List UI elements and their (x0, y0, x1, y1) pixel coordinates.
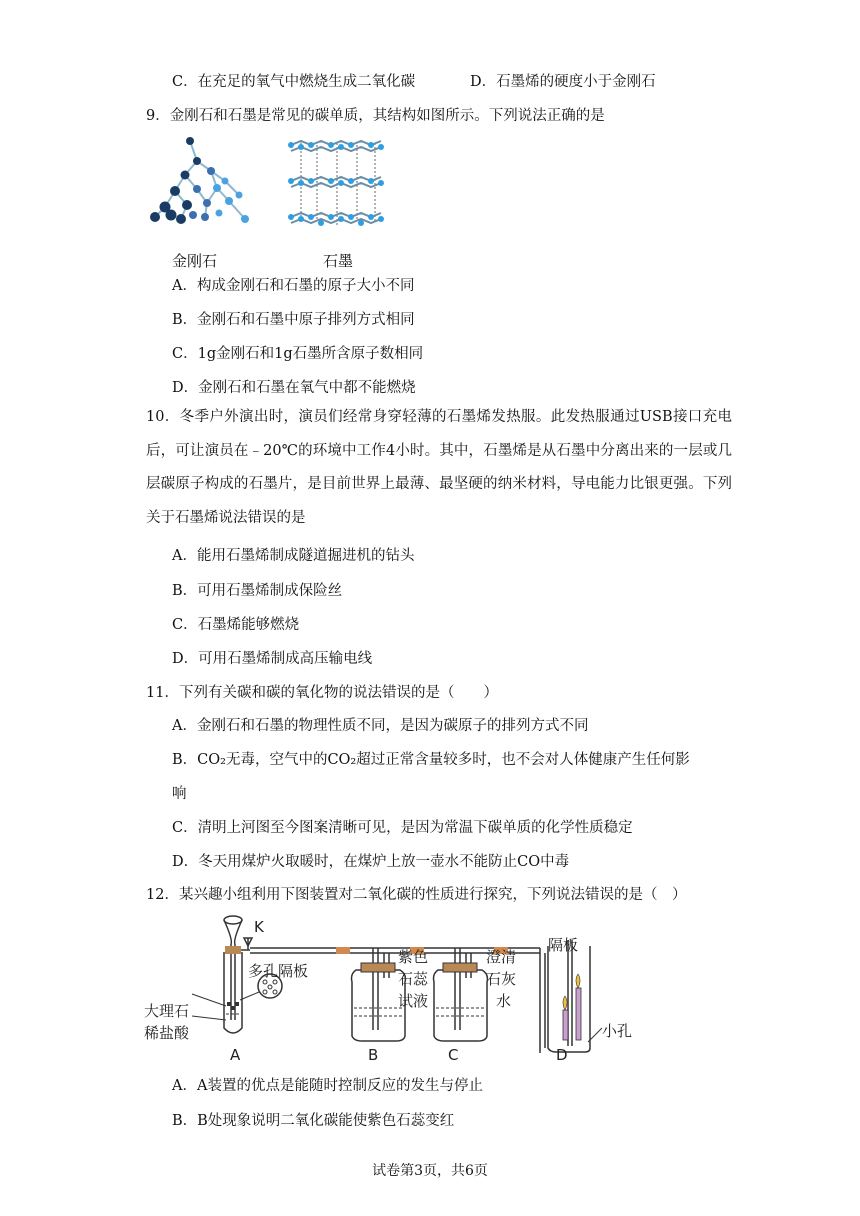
q9-option-b: B．金刚石和石墨中原子排列方式相同 (172, 312, 415, 328)
q10-option-d: D．可用石墨烯制成高压输电线 (172, 651, 373, 667)
limewater-label-1: 澄清 (486, 948, 517, 966)
q9-option-a: A．构成金刚石和石墨的原子大小不同 (172, 278, 415, 294)
co2-apparatus-figure (140, 910, 620, 1060)
q9-option-d: D．金刚石和石墨在氧气中都不能燃烧 (172, 380, 416, 396)
device-d-label: D (556, 1046, 568, 1064)
q11-option-a: A．金刚石和石墨的物理性质不同，是因为碳原子的排列方式不同 (172, 718, 589, 734)
q8-option-d: D．石墨烯的硬度小于金刚石 (470, 74, 656, 90)
small-hole-label: 小孔 (602, 1022, 633, 1040)
q11-stem: 11．下列有关碳和碳的氧化物的说法错误的是（ ） (146, 685, 498, 701)
baffle-label: 隔板 (548, 936, 579, 954)
limewater-label-3: 水 (496, 992, 512, 1010)
q10-option-b: B．可用石墨烯制成保险丝 (172, 583, 343, 599)
q11-option-b: B．CO₂无毒，空气中的CO₂超过正常含量较多时，也不会对人体健康产生任何影 (172, 752, 690, 768)
litmus-label-1: 紫色 (398, 948, 429, 966)
q10-option-c: C．石墨烯能够燃烧 (172, 617, 300, 633)
page-footer: 试卷第3页，共6页 (372, 1163, 488, 1179)
q11-option-c: C．清明上河图至今图案清晰可见，是因为常温下碳单质的化学性质稳定 (172, 820, 633, 836)
graphite-structure-figure (287, 133, 387, 233)
q11-option-b-cont: 响 (172, 786, 187, 802)
device-b-label: B (368, 1046, 379, 1064)
q11-option-d: D．冬天用煤炉火取暖时，在煤炉上放一壶水不能防止CO中毒 (172, 854, 570, 870)
q9-stem: 9．金刚石和石墨是常见的碳单质，其结构如图所示。下列说法正确的是 (146, 108, 605, 124)
device-a-label: A (230, 1046, 241, 1064)
litmus-label-2: 石蕊 (398, 970, 429, 988)
device-c-label: C (448, 1046, 459, 1064)
q12-option-b: B．B处现象说明二氧化碳能使紫色石蕊变红 (172, 1113, 455, 1129)
acid-label: 稀盐酸 (144, 1024, 190, 1042)
litmus-label-3: 试液 (398, 992, 429, 1010)
q8-option-c: C．在充足的氧气中燃烧生成二氧化碳 (172, 74, 416, 90)
diamond-structure-figure (145, 133, 255, 228)
porous-plate-label: 多孔隔板 (248, 962, 309, 980)
q12-option-a: A．A装置的优点是能随时控制反应的发生与停止 (172, 1078, 483, 1094)
diamond-caption: 金刚石 (172, 252, 218, 270)
q10-stem: 10．冬季户外演出时，演员们经常身穿轻薄的石墨烯发热服。此发热服通过USB接口充电后，可让演员在﹣20℃的环境中工作4小时。其中，石墨烯是从石墨中分离出来的一层或几层碳原子构成的石墨片，是目前世界上最薄、最坚硬的纳米材料，导电能力比银更强。下列关于石墨烯说法错误的是 (146, 409, 732, 526)
valve-k-label: K (254, 918, 264, 936)
q9-option-c: C．1g金刚石和1g石墨所含原子数相同 (172, 346, 424, 362)
graphite-caption: 石墨 (323, 252, 354, 270)
q10-option-a: A．能用石墨烯制成隧道掘进机的钻头 (172, 548, 415, 564)
limewater-label-2: 石灰 (486, 970, 517, 988)
marble-label: 大理石 (144, 1002, 190, 1020)
q12-stem: 12．某兴趣小组利用下图装置对二氧化碳的性质进行探究，下列说法错误的是（ ） (146, 887, 687, 903)
